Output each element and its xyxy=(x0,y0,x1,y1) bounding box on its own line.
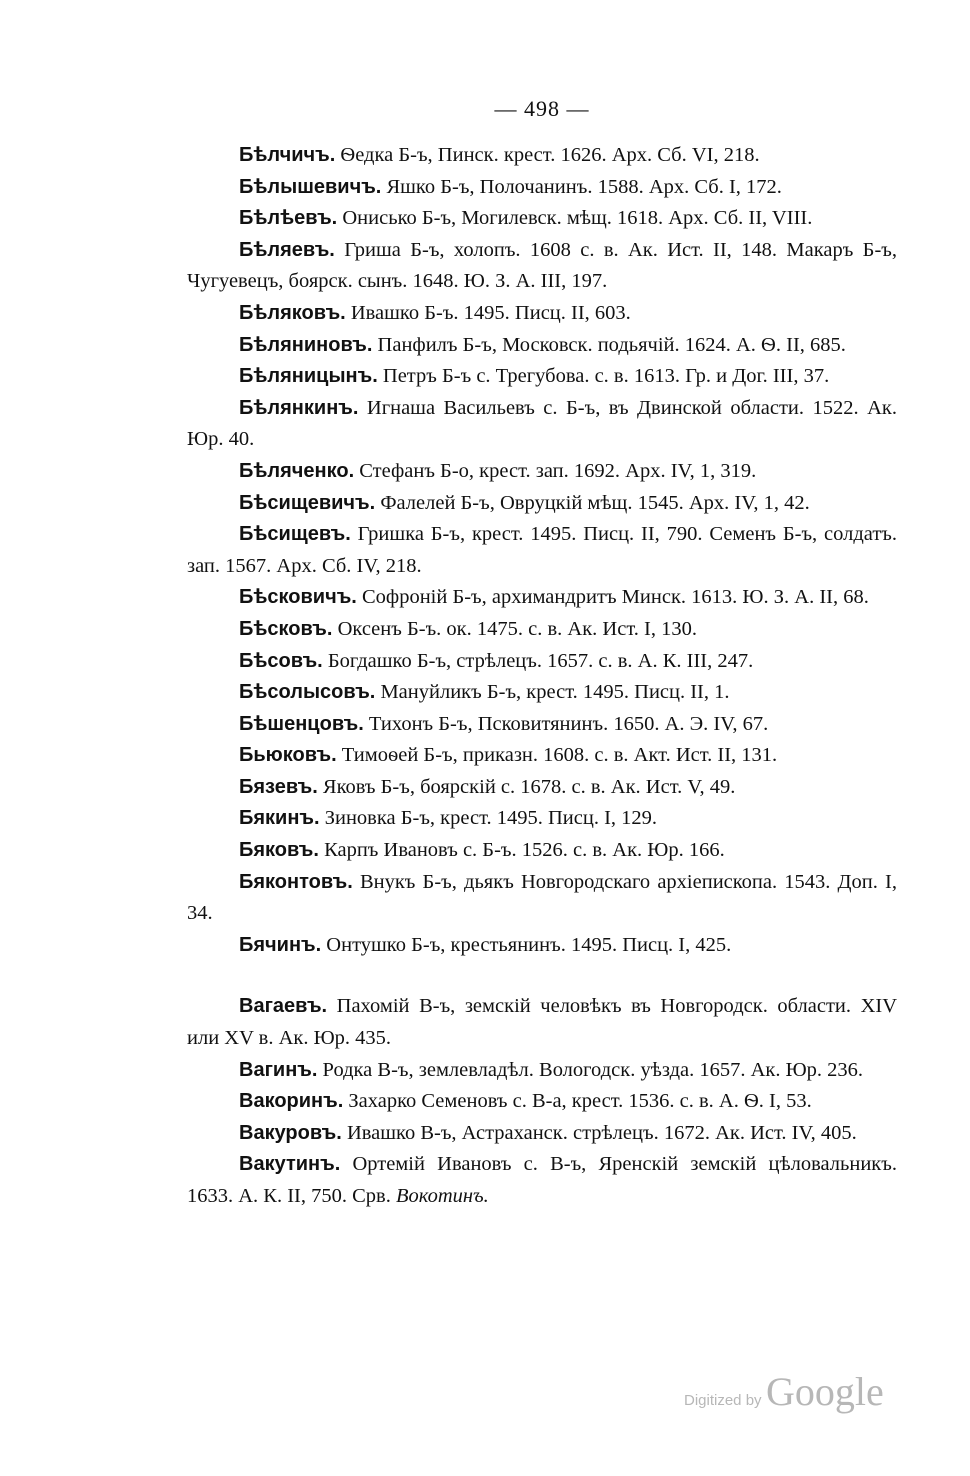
dictionary-entry xyxy=(187,393,897,456)
google-logo: Google xyxy=(766,1369,884,1414)
dictionary-entry xyxy=(187,709,897,741)
entry-text: Ѳедка Б-ъ, Пинск. крест. 1626. Арх. Сб. VI, 218. xyxy=(340,144,760,166)
entry-text: Тимоѳей Б-ъ, приказн. 1608. с. в. Акт. Ист. II, 131. xyxy=(341,744,778,767)
entry-text: Фалелей Б-ъ, Овруцкій мѣщ. 1545. Арх. IV, 1, 42. xyxy=(380,491,810,514)
section-v xyxy=(187,991,897,1212)
dictionary-entry xyxy=(187,1118,897,1150)
section-gap xyxy=(187,961,897,991)
dictionary-entry xyxy=(187,298,897,330)
entry-text: Петръ Б-ъ с. Трегубова. с. в. 1613. Гр. и Дог. III, 37. xyxy=(382,365,830,388)
entry-headword: Бѣсковъ. xyxy=(239,617,333,640)
dictionary-entry xyxy=(187,488,897,520)
entry-headword: Бяковъ. xyxy=(239,839,319,862)
entry-text: Онтушко Б-ъ, крестьянинъ. 1495. Писц. I, 425. xyxy=(326,933,732,956)
entry-headword: Бячинъ. xyxy=(239,933,322,956)
entry-headword: Бѣляковъ. xyxy=(239,301,346,324)
entry-text: Панфилъ Б-ъ, Московск. подьячій. 1624. А. Ѳ. II, 685. xyxy=(377,333,846,356)
dictionary-entry xyxy=(187,740,897,772)
dictionary-entry xyxy=(187,646,897,678)
entry-headword: Бѣляницынъ. xyxy=(239,365,378,388)
dictionary-entry xyxy=(187,330,897,362)
entry-headword: Вакоринъ. xyxy=(239,1090,344,1113)
entry-text: Родка В-ъ, землевладѣл. Вологодск. уѣзда. 1657. Ак. Юр. 236. xyxy=(322,1058,864,1081)
entry-text: Ортемій Ивановъ с. В-ъ, Яренскій земскій цѣловальникъ. 1633. А. К. II, 750. Срв. xyxy=(187,1153,897,1207)
entry-text: Мануйликъ Б-ъ, крест. 1495. Писц. II, 1. xyxy=(380,681,730,704)
dictionary-entry xyxy=(187,1055,897,1087)
digitized-by-google-watermark xyxy=(684,1368,884,1415)
entry-headword: Бѣлышевичъ. xyxy=(239,175,382,198)
entry-headword: Бѣлчичъ. xyxy=(239,144,336,166)
entry-headword: Вагаевъ. xyxy=(239,995,328,1018)
entry-headword: Бѣсовъ. xyxy=(239,649,323,672)
entry-headword: Вакутинъ. xyxy=(239,1153,341,1176)
dictionary-entry xyxy=(187,519,897,582)
entry-cross-reference: Вокотинъ. xyxy=(395,1185,489,1207)
entry-text: Ивашко В-ъ, Астраханск. стрѣлецъ. 1672. Ак. Ист. IV, 405. xyxy=(346,1121,857,1144)
dictionary-entry xyxy=(187,1149,897,1212)
entry-text: Онисько Б-ъ, Могилевск. мѣщ. 1618. Арх. Сб. II, VIII. xyxy=(342,207,813,230)
entry-text: Ивашко Б-ъ. 1495. Писц. II, 603. xyxy=(350,301,631,324)
digitized-by-label: Digitized by xyxy=(684,1392,762,1409)
entry-text: Захарко Семеновъ с. В-а, крест. 1536. с. в. А. Ѳ. I, 53. xyxy=(348,1090,812,1113)
page-number: — 498 — xyxy=(494,96,590,121)
dictionary-entry xyxy=(187,867,897,930)
dictionary-entry xyxy=(187,803,897,835)
entry-text: Тихонъ Б-ъ, Псковитянинъ. 1650. А. Э. IV, 67. xyxy=(368,712,769,735)
entry-text: Внукъ Б-ъ, дьякъ Новгородскаго архіепископа. 1543. Доп. I, 34. xyxy=(187,870,897,925)
dictionary-entry xyxy=(187,835,897,867)
entry-headword: Бѣлянкинъ. xyxy=(239,396,359,419)
entry-text: Яковъ Б-ъ, боярскій с. 1678. с. в. Ак. Ист. V, 49. xyxy=(322,775,736,798)
entry-headword: Бѣляниновъ. xyxy=(239,333,373,356)
entry-text: Зиновка Б-ъ, крест. 1495. Писц. I, 129. xyxy=(324,807,658,830)
entry-headword: Бяконтовъ. xyxy=(239,870,353,893)
entry-headword: Бѣсолысовъ. xyxy=(239,681,376,704)
entry-headword: Бѣляевъ. xyxy=(239,238,335,261)
dictionary-entry xyxy=(187,456,897,488)
entry-headword: Вагинъ. xyxy=(239,1058,318,1081)
entry-text: Богдашко Б-ъ, стрѣлецъ. 1657. с. в. А. К. III, 247. xyxy=(327,649,754,672)
entry-headword: Бѣсищевъ. xyxy=(239,523,351,546)
entry-text: Стефанъ Б-о, крест. зап. 1692. Арх. IV, 1, 319. xyxy=(359,459,757,482)
dictionary-entry xyxy=(187,677,897,709)
entry-headword: Бѣшенцовъ. xyxy=(239,712,364,735)
dictionary-entry xyxy=(187,235,897,298)
dictionary-entry xyxy=(187,772,897,804)
entry-headword: Бѣсковичъ. xyxy=(239,586,357,609)
dictionary-entry xyxy=(187,140,897,172)
section-b xyxy=(187,140,897,961)
entry-text: Софроній Б-ъ, архимандритъ Минск. 1613. Ю. З. А. II, 68. xyxy=(361,586,869,609)
dictionary-entry xyxy=(187,991,897,1054)
entry-headword: Вакуровъ. xyxy=(239,1121,342,1144)
entry-text: Пахомій В-ъ, земскій человѣкъ въ Новгородск. области. XIV или XV в. Ак. Юр. 435. xyxy=(187,995,898,1050)
dictionary-text xyxy=(187,140,897,1213)
entry-headword: Бязевъ. xyxy=(239,775,318,798)
entry-headword: Бѣсищевичъ. xyxy=(239,491,376,514)
dictionary-entry xyxy=(187,203,897,235)
dictionary-entry xyxy=(187,361,897,393)
entry-text: Гришка Б-ъ, крест. 1495. Писц. II, 790. Семенъ Б-ъ, солдатъ. зап. 1567. Арх. Сб. IV, 218. xyxy=(187,523,898,577)
entry-headword: Бѣляченко. xyxy=(239,459,355,482)
dictionary-entry xyxy=(187,614,897,646)
dictionary-entry xyxy=(187,1086,897,1118)
dictionary-entry xyxy=(187,172,897,204)
dictionary-entry xyxy=(187,582,897,614)
dictionary-entry xyxy=(187,930,897,962)
entry-headword: Бѣлѣевъ. xyxy=(239,207,338,230)
entry-text: Игнаша Васильевъ с. Б-ъ, въ Двинской области. 1522. Ак. Юр. 40. xyxy=(187,396,898,451)
entry-text: Гриша Б-ъ, холопъ. 1608 с. в. Ак. Ист. II, 148. Макаръ Б-ъ, Чугуевецъ, боярск. сынъ. 1648. Ю. З. А. III, 197. xyxy=(187,238,897,293)
entry-text: Оксенъ Б-ъ. ок. 1475. с. в. Ак. Ист. I, 130. xyxy=(337,617,697,640)
entry-text: Карпъ Ивановъ с. Б-ъ. 1526. с. в. Ак. Юр. 166. xyxy=(324,839,725,862)
entry-text: Яшко Б-ъ, Полочанинъ. 1588. Арх. Сб. I, 172. xyxy=(386,175,782,198)
entry-headword: Бьюковъ. xyxy=(239,744,337,767)
entry-headword: Бякинъ. xyxy=(239,807,320,830)
